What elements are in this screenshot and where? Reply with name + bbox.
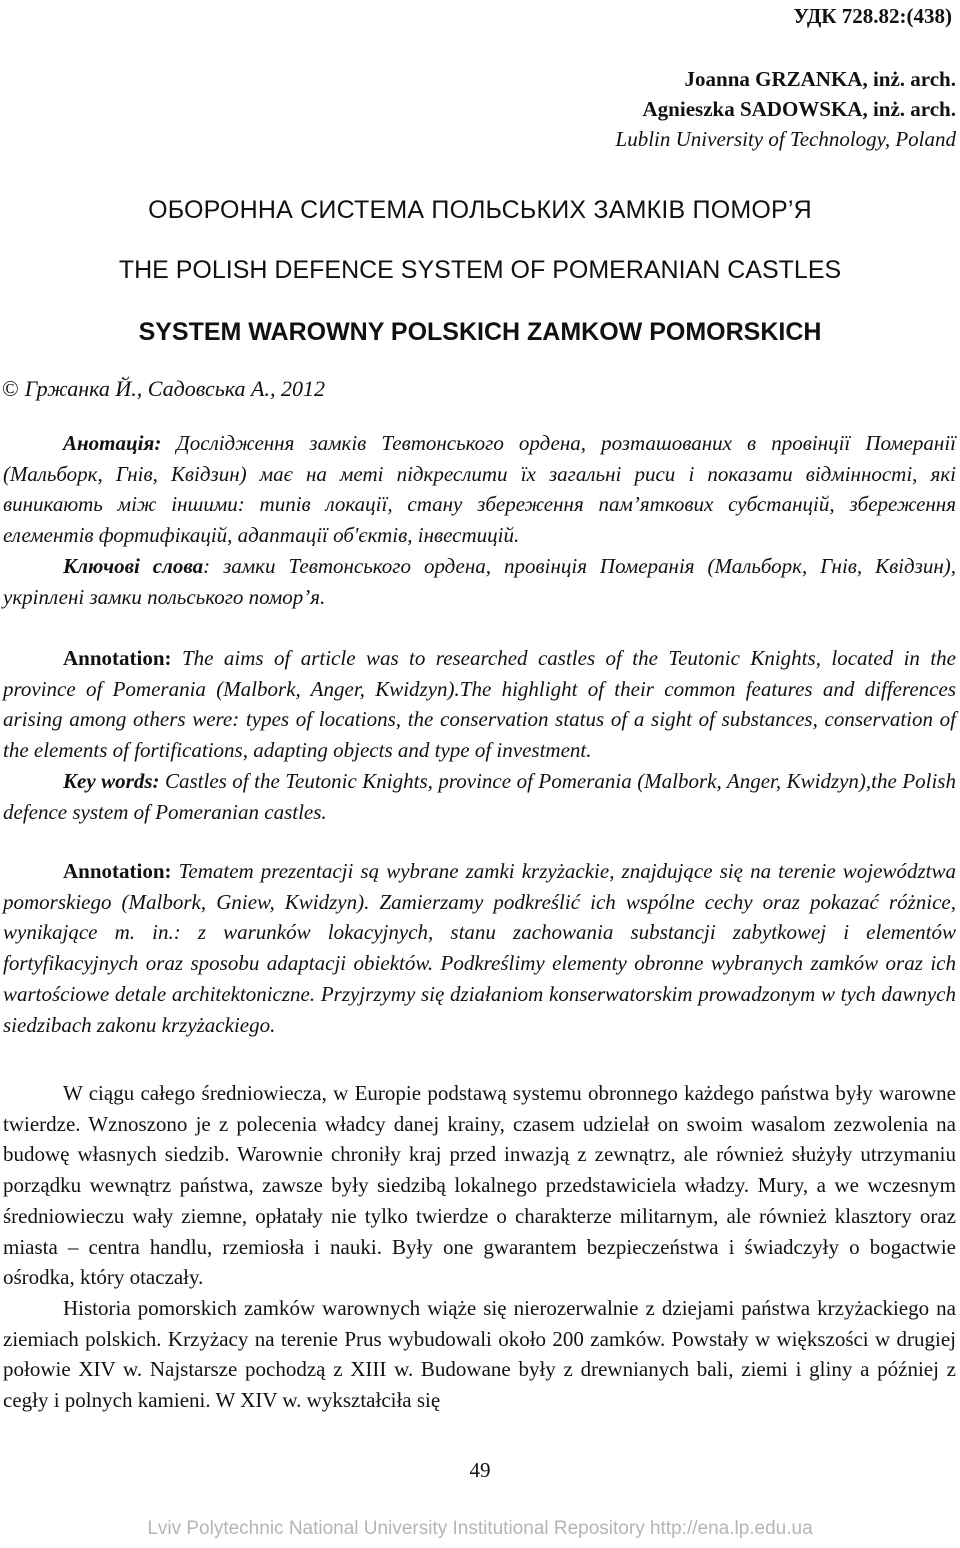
keywords-label: Key words: — [63, 768, 160, 793]
affiliation: Lublin University of Technology, Poland — [615, 127, 956, 151]
annotation-polish — [3, 856, 956, 1040]
annotation-text: Дослідження замків Тевтонського ордена, розташованих в провінції Померанії (Мальборк, Гнів, Квідзин) має на меті підкреслити їх загальні риси і показати відмінності, які виникають між іншими: типів локації, стану збереження пам’яткових субстанцій, збереження елементів фортифікацій, адаптації об'єктів, інвестицій. — [3, 431, 956, 548]
keywords-text: Castles of the Teutonic Knights, province of Pomerania (Malbork, Anger, Kwidzyn),the Polish defence system of Pomeranian castles. — [3, 768, 956, 824]
keywords-paragraph — [3, 766, 956, 827]
annotation-text: Tematem prezentacji są wybrane zamki krzyżackie, znajdujące się na terenie województwa pomorskiego (Malbork, Gniew, Kwidzyn). Zamierzamy podkreślić ich wspólne cechy oraz pokazać różnice, wynikające m. in.: z warunków lokacyjnych, stanu zachowania substancji zabytkowej i elementów fortyfikacyjnych oraz sposobu adaptacji obiektów. Podkreślimy elementy obronne wybranych zamków oraz ich wartościowe detale architektoniczne. Przyjrzymy się działaniom konserwatorskim prowadzonym w tych dawnych siedzibach zakonu krzyżackiego. — [3, 859, 956, 1037]
annotation-label: Annotation: — [63, 859, 172, 883]
body-text — [3, 1078, 956, 1416]
annotation-paragraph — [3, 643, 956, 766]
udk-code: УДК 728.82:(438) — [793, 4, 952, 28]
copyright-line — [2, 376, 325, 402]
keywords-paragraph — [3, 551, 956, 612]
copyright-icon: © — [2, 376, 19, 401]
author-block — [616, 64, 956, 154]
copyright-text: Гржанка Й., Садовська А., 2012 — [24, 376, 325, 401]
keywords-text: : замки Тевтонського ордена, провінція Померанія (Мальборк, Гнів, Квідзин), укріплені замки польського помор’я. — [3, 553, 956, 609]
body-paragraph: Historia pomorskich zamków warownych wiąże się nierozerwalnie z dziejami państwa krzyżackiego na ziemiach polskich. Krzyżacy na terenie Prus wybudowali około 200 zamków. Powstały w większości w drugiej połowie XIV w. Najstarsze pochodzą z XIII w. Budowane były z drewnianych bali, ziemi i gliny a później z cegły i polnych kamieni. W XIV w. wykształciła się — [3, 1295, 956, 1413]
annotation-label: Annotation: — [63, 646, 172, 670]
title-english: THE POLISH DEFENCE SYSTEM OF POMERANIAN CASTLES — [118, 256, 842, 284]
annotation-paragraph — [3, 428, 956, 551]
annotation-ukrainian — [3, 428, 956, 612]
author-name: Agnieszka SADOWSKA, inż. arch. — [642, 97, 956, 121]
title-polish: SYSTEM WAROWNY POLSKICH ZAMKOW POMORSKICH — [138, 318, 822, 346]
annotation-english — [3, 643, 956, 827]
annotation-text: The aims of article was to researched castles of the Teutonic Knights, located in the province of Pomerania (Malbork, Anger, Kwidzyn).The highlight of their common features and differences arising among others were: types of locations, the conservation status of a sight of substances, conservation of the elements of fortifications, adapting objects and type of investment. — [3, 646, 956, 763]
title-ukrainian: ОБОРОННА СИСТЕМА ПОЛЬСЬКИХ ЗАМКІВ ПОМОР’Я — [148, 196, 812, 224]
repository-footer: Lviv Polytechnic National University Institutional Repository http://ena.lp.edu.ua — [147, 1518, 813, 1539]
annotation-label: Анотація: — [63, 431, 162, 455]
annotation-paragraph — [3, 856, 956, 1040]
keywords-label: Ключові слова — [63, 553, 204, 578]
body-paragraph: W ciągu całego średniowiecza, w Europie podstawą systemu obronnego każdego państwa były warowne twierdze. Wznoszono je z polecenia władcy danej krainy, czasem udzielał on swoim wasalom zezwolenia na budowę własnych siedzib. Warownie chroniły kraj przed inwazją z zewnątrz, ale również służyły utrzymaniu porządku wewnątrz państwa, zawsze były siedzibą lokalnego przedstawiciela władzy. Mury, a we wczesnym średniowieczu wały ziemne, opłatały nie tylko twierdze o charakterze militarnym, ale również klasztory oraz miasta – centra handlu, rzemiosła i nauki. Były one gwarantem bezpieczeństwa i świadczyły o bogactwie ośrodka, który otaczały. — [3, 1081, 956, 1290]
page-number: 49 — [469, 1458, 491, 1482]
author-name: Joanna GRZANKA, inż. arch. — [684, 67, 956, 91]
